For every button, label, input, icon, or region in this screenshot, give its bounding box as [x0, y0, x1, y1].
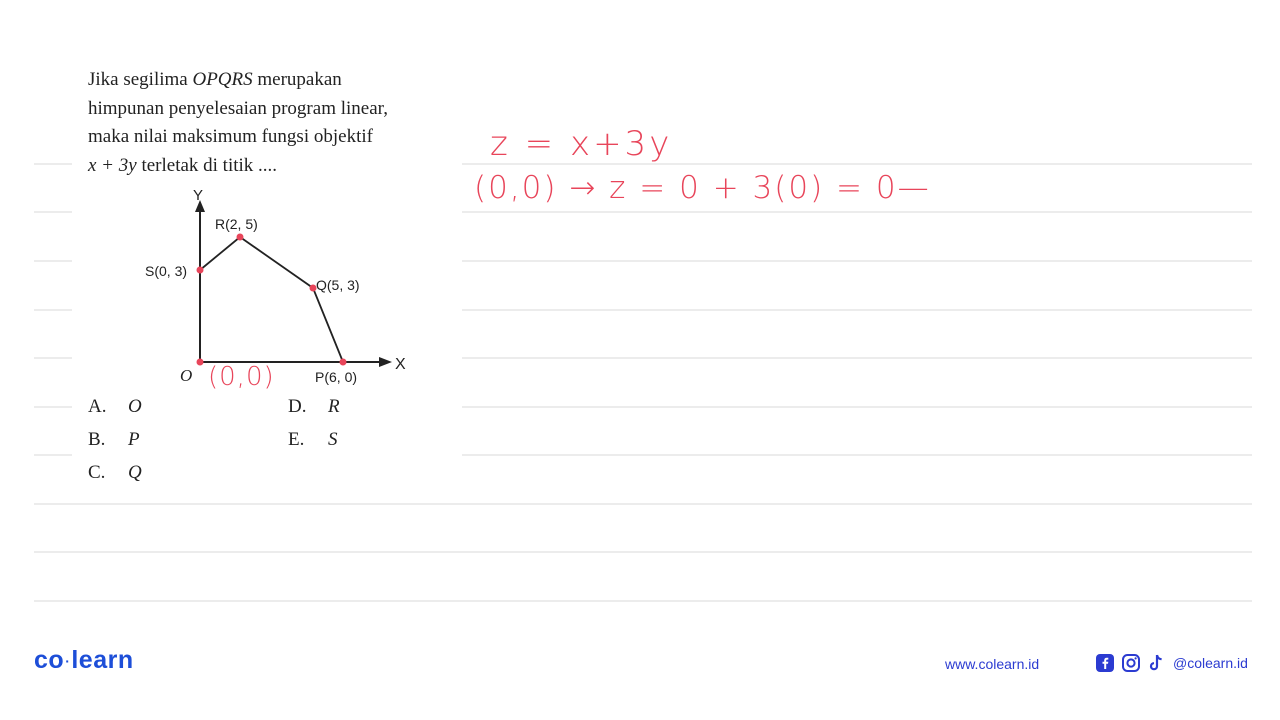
vertex-r [237, 234, 244, 241]
question-line-2: himpunan penyelesaian program linear, [88, 97, 388, 119]
colearn-logo: co·learn [34, 646, 134, 674]
handwritten-evaluation: (0,0) → z = 0 + 3(0) = 0— [474, 170, 931, 206]
vertex-o [197, 359, 204, 366]
point-label-q: Q(5, 3) [316, 277, 360, 293]
option-e[interactable]: E. S [288, 429, 338, 450]
website-link[interactable]: www.colearn.id [945, 656, 1040, 672]
origin-label: O [180, 366, 193, 385]
shape-name: OPQRS [192, 69, 253, 90]
option-a[interactable]: A. O [88, 396, 142, 417]
question-text [88, 66, 468, 180]
instagram-icon[interactable] [1121, 653, 1141, 673]
option-d[interactable]: D. R [288, 396, 340, 417]
facebook-icon[interactable] [1095, 653, 1115, 673]
vertex-p [340, 359, 347, 366]
question-line-4: x + 3y terletak di titik .... [88, 154, 278, 176]
y-axis-label: Y [193, 187, 204, 204]
x-axis-label: X [395, 356, 406, 373]
vertex-s [197, 267, 204, 274]
x-axis-arrow [379, 357, 392, 367]
question-line-3: maka nilai maksimum fungsi objektif [88, 126, 373, 147]
point-label-s: S(0, 3) [145, 263, 188, 279]
point-label-r: R(2, 5) [215, 216, 258, 232]
social-handle[interactable]: @colearn.id [1173, 655, 1248, 671]
objective-function: x + 3y [88, 154, 137, 176]
option-c[interactable]: C. Q [88, 462, 142, 483]
tiktok-icon[interactable] [1147, 653, 1165, 673]
question-line-1: Jika segilima OPQRS merupakan [88, 69, 342, 90]
point-label-p: P(6, 0) [315, 369, 358, 385]
option-b[interactable]: B. P [88, 429, 140, 450]
handwritten-objective: z = x+3y [490, 124, 673, 164]
social-links [1095, 653, 1248, 673]
handwritten-origin-note: (0,0) [208, 362, 275, 392]
logo-dot-icon: · [65, 653, 71, 670]
pentagon-edges [200, 237, 343, 362]
